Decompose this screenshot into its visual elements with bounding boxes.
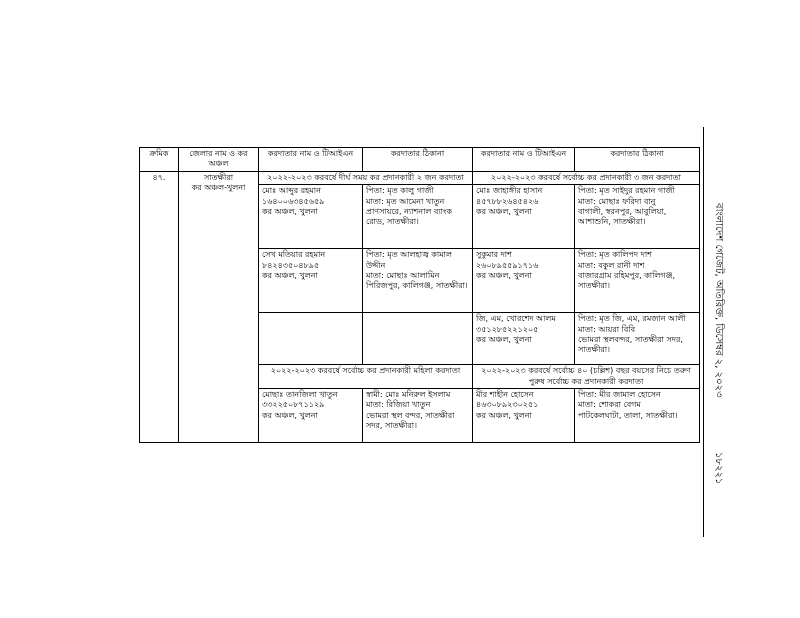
taxpayer-address-cell xyxy=(575,249,700,313)
col-taxpayer-name-2: করদাতার নাম ও টিআইএন xyxy=(473,148,575,172)
taxpayer-name: সেখ মতিয়ার রহমান xyxy=(262,250,326,260)
col-serial: ক্রমিক xyxy=(140,148,179,172)
table-header-row xyxy=(140,148,700,172)
taxpayer-name: সুকুমার দাশ xyxy=(476,250,512,260)
col-district: জেলার নাম ও কর অঞ্চল xyxy=(179,148,259,172)
taxpayer-address-cell xyxy=(363,249,473,313)
taxpayer-address: পিরিজপুর, কালিগঞ্জ, সাতক্ষীরা। xyxy=(366,281,468,291)
taxpayer-address: ভোমরা স্থল বন্দর, সাতক্ষীরা সদর, সাতক্ষীরা। xyxy=(366,410,455,431)
district-cell xyxy=(179,171,259,442)
group-heading-longest: ২০২২-২০২৩ করবর্ষে দীর্ঘ সময় কর প্রদানকারী ২ জন করদাতা xyxy=(259,171,473,184)
group-heading-highest: ২০২২-২০২৩ করবর্ষে সর্বোচ্চ কর প্রদানকারী ৩ জন করদাতা xyxy=(473,171,700,184)
taxpayer-zone: কর অঞ্চল, খুলনা xyxy=(476,334,532,344)
taxpayer-tin: ৪৫৭৮৮২৬৪৫৪২৬ xyxy=(476,196,539,206)
taxpayer-name-cell xyxy=(259,388,363,442)
group-heading-young-male: ২০২২-২০২৩ করবর্ষে সর্বোচ্চ ৪০ (চল্লিশ) বছর বয়সের নিচে তরুণ পুরুষ সর্বোচ্চ কর প্রদানকারী করদাতা xyxy=(473,365,700,389)
taxpayer-zone: কর অঞ্চল, খুলনা xyxy=(262,410,318,420)
taxpayer-zone: কর অঞ্চল, খুলনা xyxy=(476,410,532,420)
col-taxpayer-address-2: করদাতার ঠিকানা xyxy=(575,148,700,172)
taxpayer-zone: কর অঞ্চল, খুলনা xyxy=(476,206,532,216)
taxpayer-husband: স্বামী: মোঃ মনিরুল ইসলাম xyxy=(366,389,451,399)
taxpayer-zone: কর অঞ্চল, খুলনা xyxy=(476,270,532,280)
taxpayer-tin: ৪৬৩০৮৯২৩০২৫১ xyxy=(476,400,539,410)
col-taxpayer-name: করদাতার নাম ও টিআইএন xyxy=(259,148,363,172)
taxpayer-table xyxy=(139,147,700,443)
group-heading-row xyxy=(140,171,700,184)
taxpayer-mother: মাতা: আয়রা বিবি xyxy=(578,324,636,334)
taxpayer-zone: কর অঞ্চল, খুলনা xyxy=(262,270,318,280)
taxpayer-father: পিতা: মৃত জি, এম, রমজান আলী xyxy=(578,314,686,324)
taxpayer-father: পিতা: মৃত কালু গাজী xyxy=(366,186,434,196)
empty-cell xyxy=(363,313,473,365)
serial-cell: ৪৭. xyxy=(140,171,179,442)
taxpayer-name-cell xyxy=(473,388,575,442)
taxpayer-mother: মাতা: বকুল রানী দাশ xyxy=(578,260,645,270)
taxpayer-address-cell xyxy=(575,388,700,442)
page-number: ১৮২২১ xyxy=(713,452,724,485)
taxpayer-address-cell xyxy=(363,388,473,442)
taxpayer-name-cell xyxy=(473,249,575,313)
taxpayer-name: মোঃ আব্দুর রহমান xyxy=(262,186,321,196)
taxpayer-address-cell xyxy=(575,185,700,249)
taxpayer-address: পাটকেলঘাটা, তালা, সাতক্ষীরা। xyxy=(578,410,678,420)
taxpayer-name: মোছাঃ তানজিলা খাতুন xyxy=(262,389,338,399)
taxpayer-name: জি, এম, খোরশেদ আলম xyxy=(476,314,556,324)
tax-zone: কর অঞ্চল-খুলনা xyxy=(191,183,246,193)
group-heading-female: ২০২২-২০২৩ করবর্ষে সর্বোচ্চ কর প্রদানকারী মহিলা করদাতা xyxy=(259,365,473,389)
taxpayer-address-cell xyxy=(363,185,473,249)
taxpayer-mother: মাতা: মোছাঃ ফরিদা বানু xyxy=(578,196,656,206)
taxpayer-tin: ১৬৪০০৬৩৪৫৬৫৯ xyxy=(262,196,325,206)
taxpayer-address: বাজারগ্রাম রহিমপুর, কালিগঞ্জ, সাতক্ষীরা। xyxy=(578,270,675,291)
taxpayer-tin: ৮৪২৪৩৫০৪৮৯৫ xyxy=(262,260,320,270)
taxpayer-mother: মাতা: মৃত আমেনা খাতুন xyxy=(366,196,445,206)
taxpayer-address: প্রাণসায়রে, ন্যাশনাল ব্যাংক রোড, সাতক্ষীরা। xyxy=(366,206,453,227)
taxpayer-name-cell xyxy=(473,313,575,365)
taxpayer-tin: ৩৩২২৫০৮৭১১২৯ xyxy=(262,400,325,410)
taxpayer-tin: ৩৫১২৮৫২২১২০৫ xyxy=(476,324,539,334)
taxpayer-name: মোঃ জাহাঙ্গীর হাসান xyxy=(476,186,543,196)
taxpayer-address-cell xyxy=(575,313,700,365)
district-name: সাতক্ষীরা xyxy=(203,172,234,182)
taxpayer-name: মীর শাহীন হোসেন xyxy=(476,389,534,399)
taxpayer-father: পিতা: মীর জামাল হোসেন xyxy=(578,389,661,399)
gazette-running-header: বাংলাদেশ গেজেট, অতিরিক্ত, ডিসেম্বর ২, ২০২৩ xyxy=(713,203,724,398)
taxpayer-address: ভোমরা স্থলবন্দর, সাতক্ষীরা সদর, সাতক্ষীরা। xyxy=(578,334,683,355)
taxpayer-father: পিতা: মৃত আলহাজ্ব কামাল উদ্দীন xyxy=(366,250,452,270)
empty-cell xyxy=(259,313,363,365)
taxpayer-father: পিতা: মৃত কালিপদ দাশ xyxy=(578,250,652,260)
taxpayer-mother: মাতা: রিজিয়া খাতুন xyxy=(366,400,431,410)
col-taxpayer-address: করদাতার ঠিকানা xyxy=(363,148,473,172)
taxpayer-address: বাগালী, স্বরনপুর, আবুলিয়া, আশাশুনি, সাতক্ষীরা। xyxy=(578,206,667,227)
taxpayer-name-cell xyxy=(259,185,363,249)
taxpayer-mother: মাতা: শোকরা বেগম xyxy=(578,400,641,410)
taxpayer-mother: মাতা: মোছাঃ আলামিন xyxy=(366,270,440,280)
taxpayer-name-cell xyxy=(473,185,575,249)
taxpayer-zone: কর অঞ্চল, খুলনা xyxy=(262,206,318,216)
taxpayer-father: পিতা: মৃত সাইদুর রহমান গাজী xyxy=(578,186,675,196)
taxpayer-tin: ২৬০৮৯৫৫৯১৭১৬ xyxy=(476,260,539,270)
taxpayer-name-cell xyxy=(259,249,363,313)
